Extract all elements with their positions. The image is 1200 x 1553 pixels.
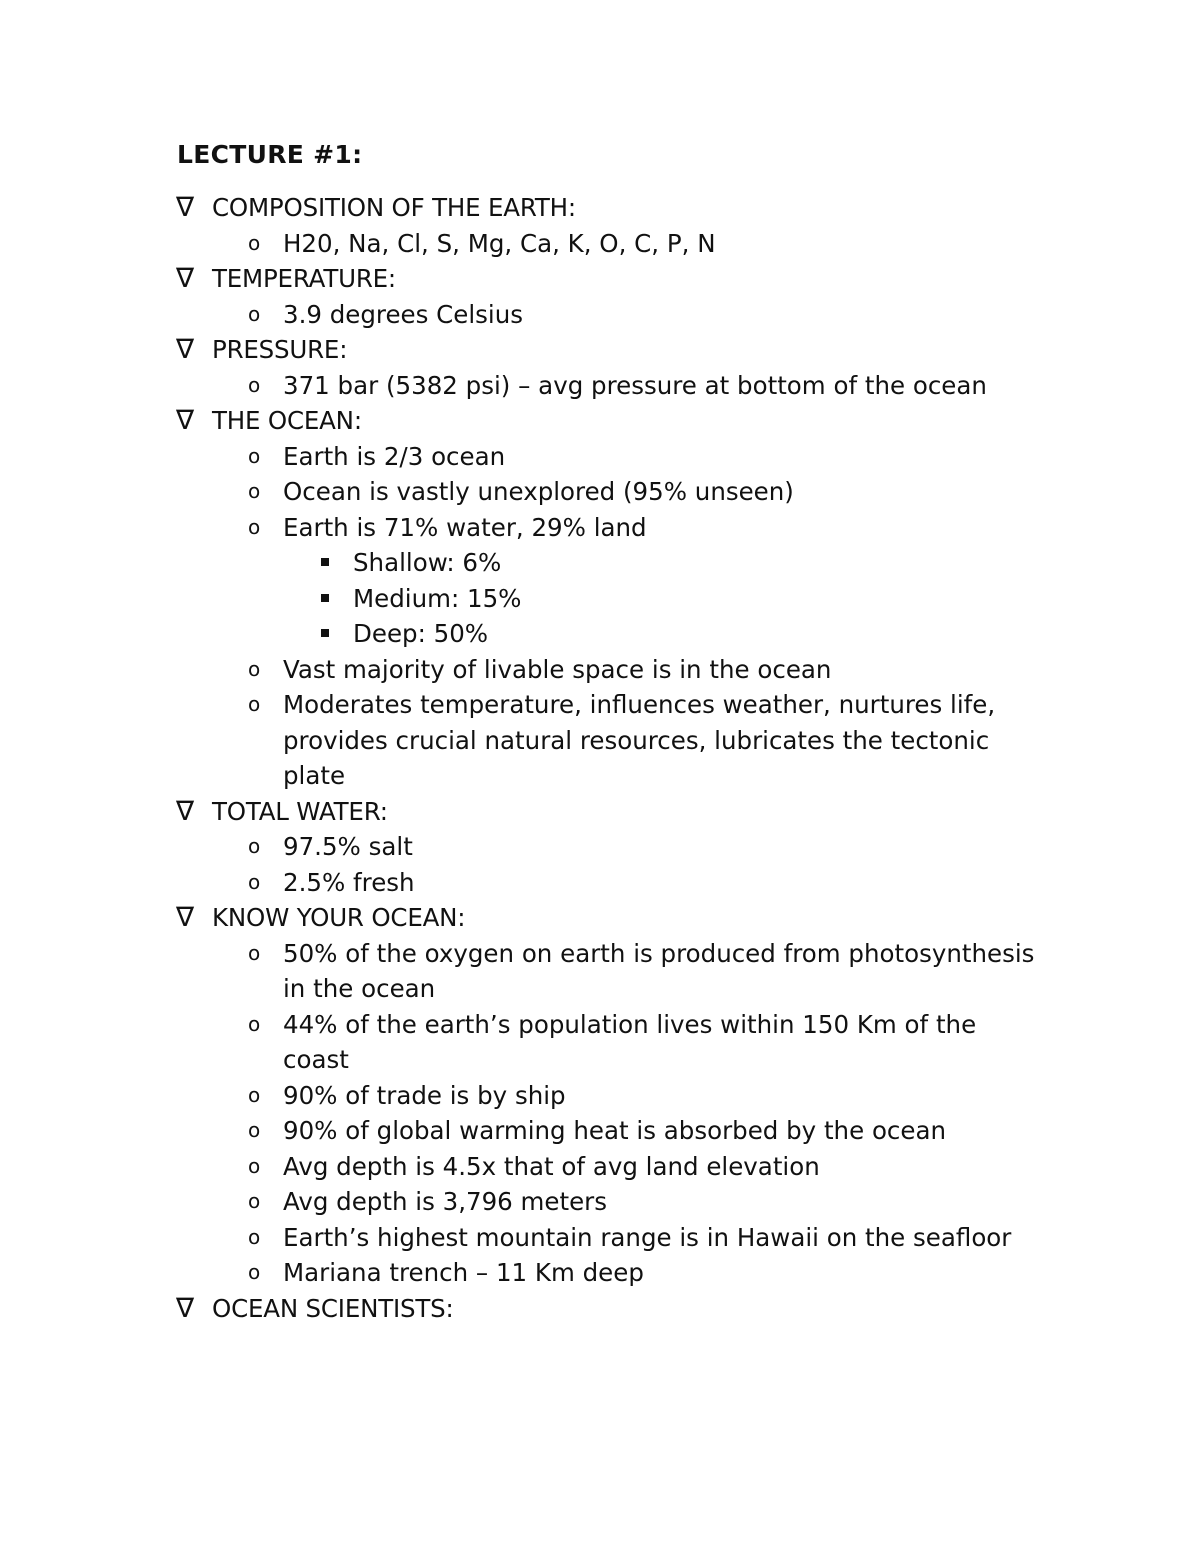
list-item (176, 226, 1046, 262)
list-item-text: 90% of global warming heat is absorbed by the ocean (283, 1116, 947, 1145)
list-item-text: Earth’s highest mountain range is in Hawaii on the seafloor (283, 1222, 1012, 1252)
circle-bullet-icon: o (248, 1224, 261, 1249)
section-item-list (176, 439, 1046, 794)
list-item-text: 2.5% fresh (283, 867, 415, 897)
circle-bullet-icon: o (248, 834, 261, 858)
sub-list-item-text: Shallow: 6% (353, 548, 502, 577)
circle-bullet-icon: o (248, 869, 261, 894)
circle-bullet-icon: o (248, 514, 261, 539)
section-heading-text: COMPOSITION OF THE EARTH: (212, 193, 576, 222)
list-item-text: Avg depth is 3,796 meters (283, 1187, 608, 1216)
section-heading (176, 1291, 1046, 1327)
circle-bullet-icon: o (248, 301, 261, 326)
section-heading (176, 900, 1046, 936)
list-item (176, 1220, 1046, 1256)
list-item-text: 97.5% salt (283, 832, 413, 861)
list-item (176, 829, 1046, 865)
circle-bullet-icon: o (248, 479, 261, 503)
nabla-bullet-icon: ∇ (176, 902, 195, 933)
square-bullet-icon (321, 594, 329, 602)
circle-bullet-icon: o (248, 1260, 261, 1284)
list-item-text: 50% of the oxygen on earth is produced from photosynthesis in the ocean (283, 938, 1035, 1003)
list-item-text: Ocean is vastly unexplored (95% unseen) (283, 477, 794, 506)
list-item (176, 297, 1046, 333)
list-item-text: Earth is 2/3 ocean (283, 441, 506, 471)
list-item (176, 474, 1046, 510)
list-item (176, 687, 1046, 794)
list-item-text: Mariana trench – 11 Km deep (283, 1258, 644, 1287)
list-item-text: Vast majority of livable space is in the ocean (283, 654, 832, 684)
list-item (176, 368, 1046, 404)
list-item (176, 1078, 1046, 1114)
list-item (176, 1007, 1046, 1078)
circle-bullet-icon: o (248, 443, 261, 468)
section-heading (176, 190, 1046, 226)
section-heading-text: TEMPERATURE: (212, 264, 396, 293)
sub-list-item (176, 581, 1046, 617)
circle-bullet-icon: o (248, 1153, 261, 1178)
list-item-text: Moderates temperature, influences weather, nurtures life, provides crucial natural resources, lubricates the tectonic plate (283, 690, 996, 790)
list-item-text: 3.9 degrees Celsius (283, 299, 524, 329)
list-item-text: 44% of the earth’s population lives within 150 Km of the coast (283, 1009, 977, 1074)
section-heading (176, 794, 1046, 830)
list-item (176, 652, 1046, 688)
list-item (176, 936, 1046, 1007)
circle-bullet-icon: o (248, 940, 261, 965)
circle-bullet-icon: o (248, 1189, 261, 1213)
section-heading-text: PRESSURE: (212, 335, 348, 364)
sub-list-item (176, 616, 1046, 652)
sub-item-list (283, 545, 1046, 652)
section-heading-text: THE OCEAN: (212, 406, 362, 435)
circle-bullet-icon: o (248, 372, 261, 397)
section-heading-text: KNOW YOUR OCEAN: (212, 903, 466, 932)
section-item-list (176, 297, 1046, 333)
list-item (176, 510, 1046, 652)
sub-list-item-text: Medium: 15% (353, 583, 522, 613)
circle-bullet-icon: o (248, 1011, 261, 1036)
section-heading-text: OCEAN SCIENTISTS: (212, 1293, 454, 1323)
nabla-bullet-icon: ∇ (176, 405, 195, 436)
list-item (176, 1184, 1046, 1220)
circle-bullet-icon: o (248, 1118, 261, 1142)
nabla-bullet-icon: ∇ (176, 795, 195, 827)
list-item-text: H20, Na, Cl, S, Mg, Ca, K, O, C, P, N (283, 228, 716, 258)
square-bullet-icon (321, 558, 329, 566)
circle-bullet-icon: o (248, 1082, 261, 1107)
nabla-bullet-icon: ∇ (176, 334, 195, 365)
section-heading (176, 403, 1046, 439)
list-item (176, 865, 1046, 901)
circle-bullet-icon: o (248, 692, 261, 716)
list-item-text: 90% of trade is by ship (283, 1080, 566, 1110)
sub-list-item-text: Deep: 50% (353, 619, 489, 648)
nabla-bullet-icon: ∇ (176, 192, 195, 223)
list-item (176, 1149, 1046, 1185)
list-item (176, 439, 1046, 475)
sub-list-item (176, 545, 1046, 581)
lecture-notes (176, 190, 1046, 1326)
page-title: LECTURE #1: (177, 140, 363, 169)
section-item-list (176, 829, 1046, 900)
list-item-text: 371 bar (5382 psi) – avg pressure at bottom of the ocean (283, 370, 987, 400)
circle-bullet-icon: o (248, 230, 261, 255)
section-item-list (176, 226, 1046, 262)
section-heading (176, 261, 1046, 297)
section-item-list (176, 936, 1046, 1291)
nabla-bullet-icon: ∇ (176, 1292, 195, 1324)
nabla-bullet-icon: ∇ (176, 263, 195, 294)
list-item (176, 1255, 1046, 1291)
circle-bullet-icon: o (248, 656, 261, 681)
square-bullet-icon (321, 629, 329, 637)
section-heading-text: TOTAL WATER: (212, 796, 388, 826)
list-item-text: Avg depth is 4.5x that of avg land elevation (283, 1151, 820, 1181)
list-item (176, 1113, 1046, 1149)
list-item-text: Earth is 71% water, 29% land (283, 512, 647, 542)
section-heading (176, 332, 1046, 368)
section-item-list (176, 368, 1046, 404)
